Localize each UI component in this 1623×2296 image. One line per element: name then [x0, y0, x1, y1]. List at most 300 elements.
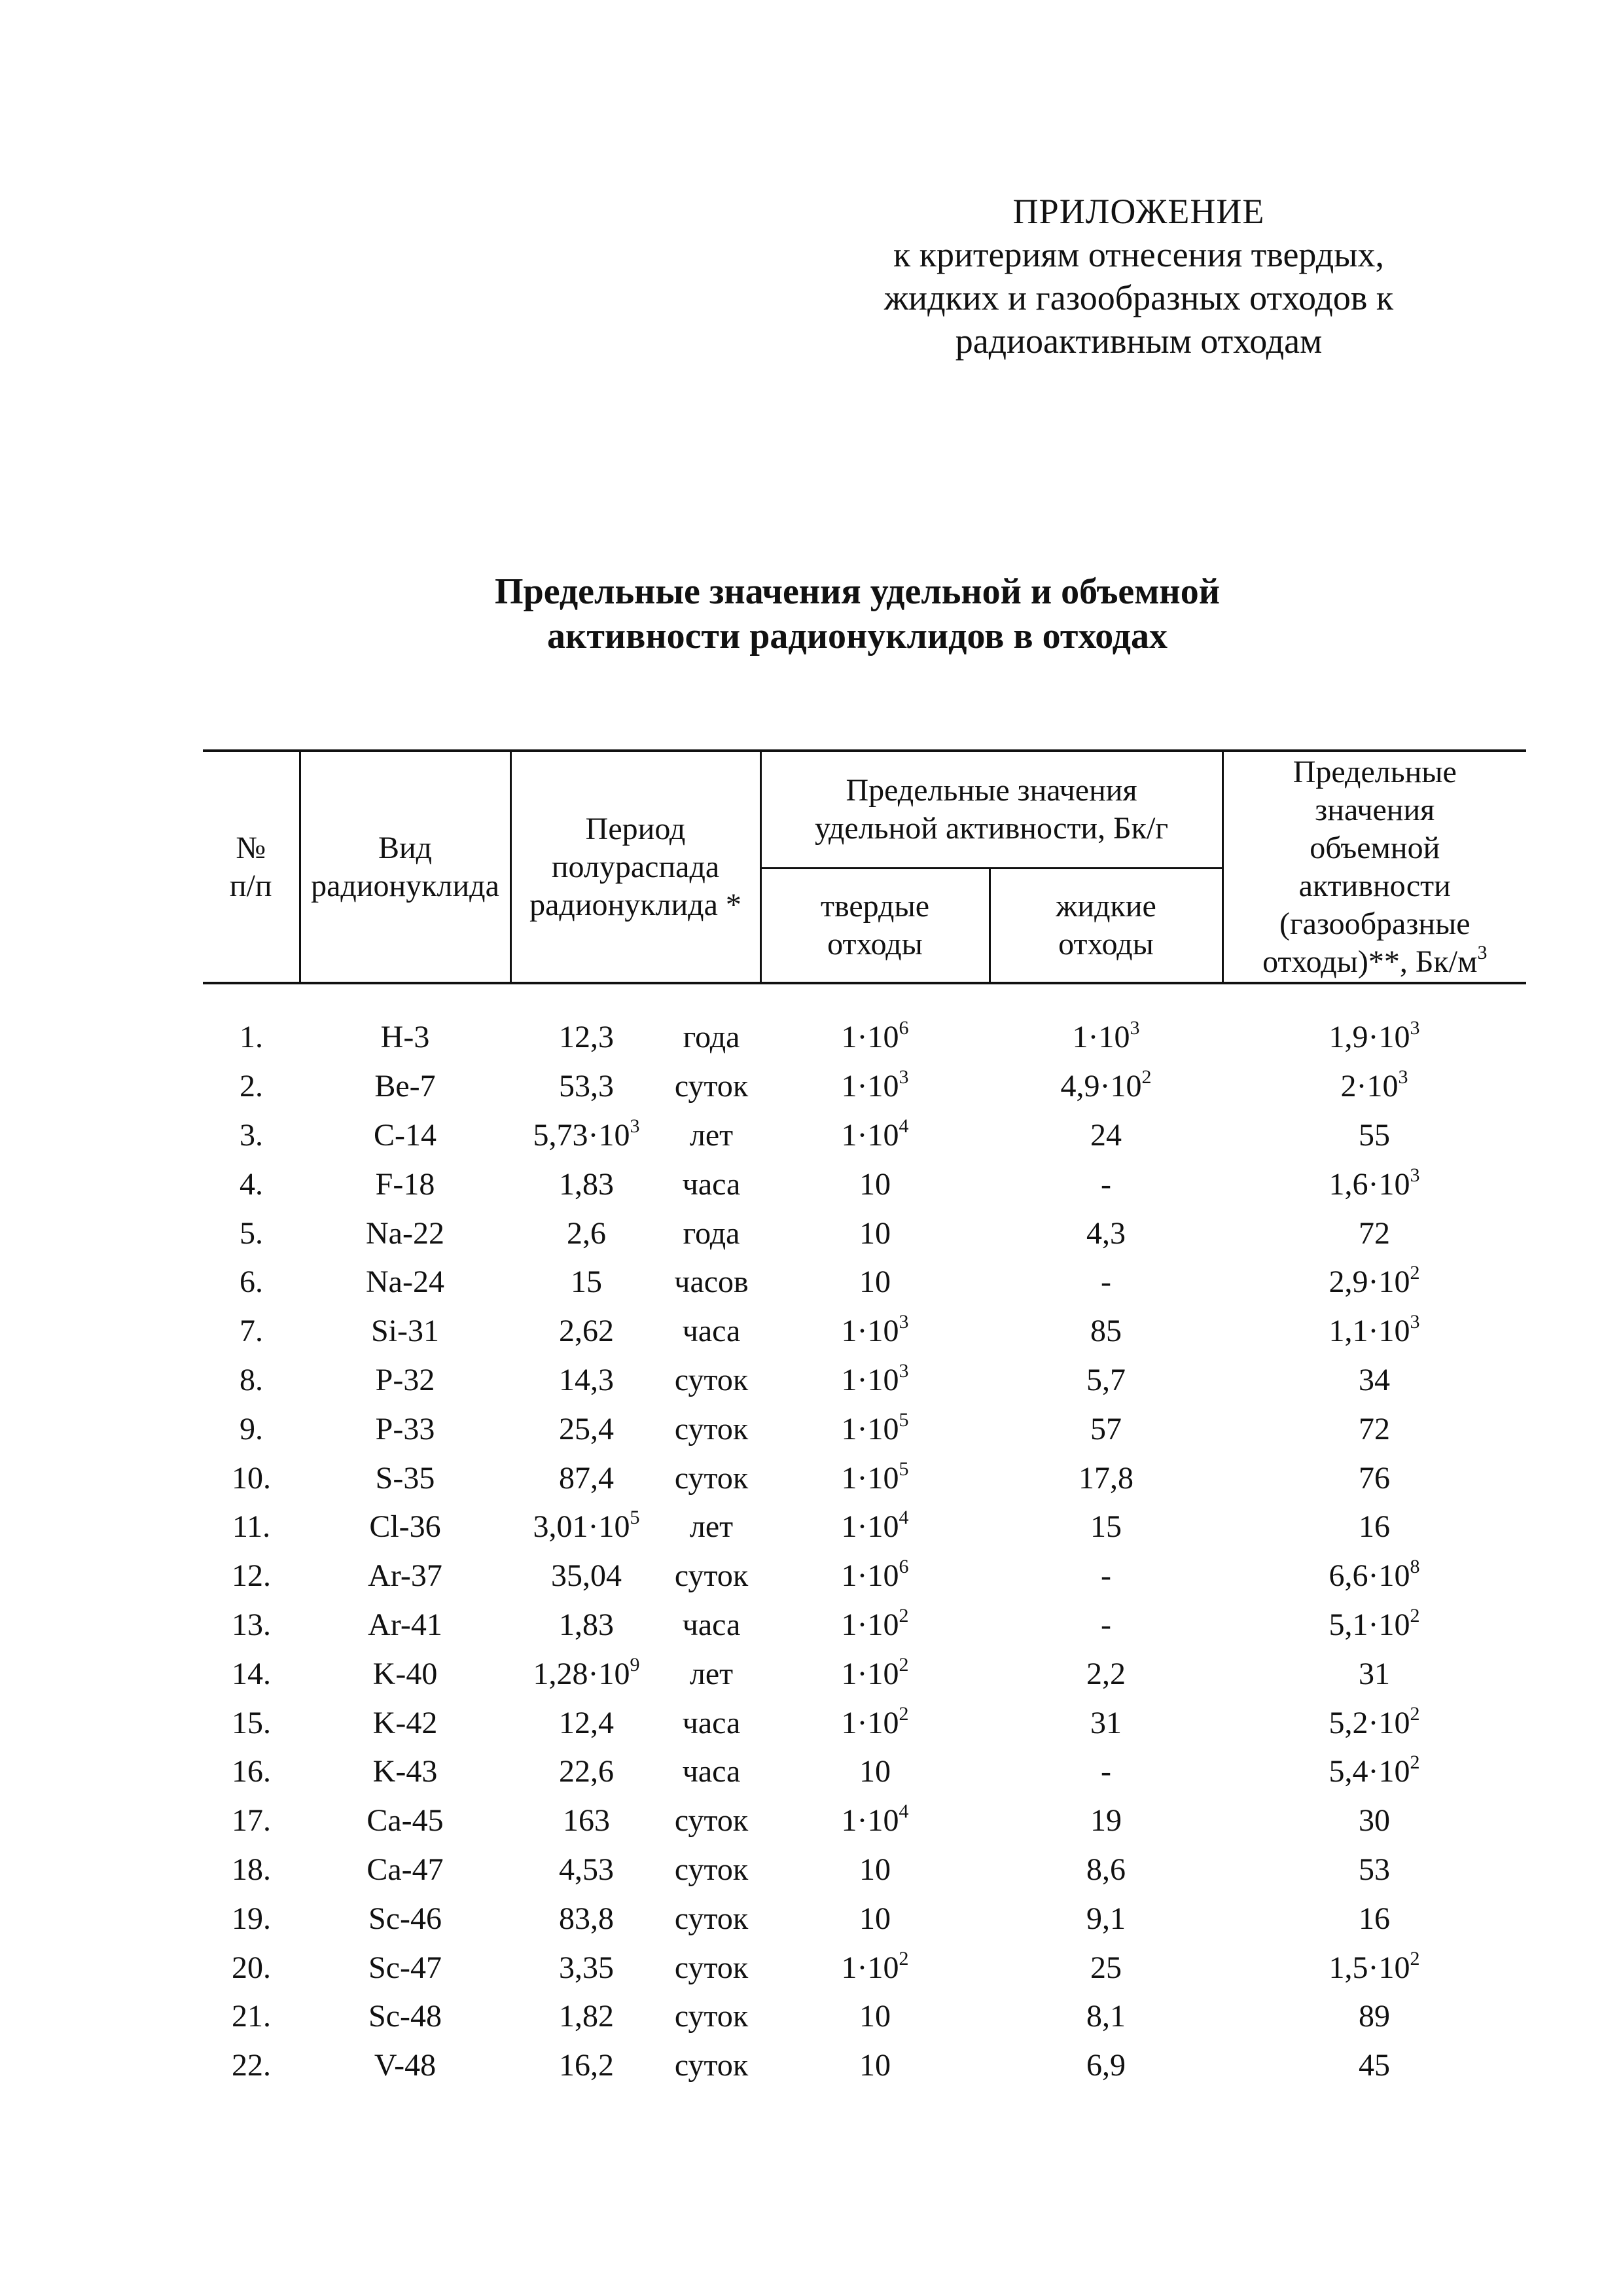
solid-waste-limit-exponent: 3 — [899, 1066, 909, 1088]
half-life-value — [510, 1258, 662, 1307]
gas-volume-limit — [1222, 1405, 1526, 1454]
solid-waste-limit — [760, 1894, 990, 1943]
radionuclide-name: Na-24 — [366, 1265, 444, 1300]
solid-waste-limit-mantissa: 1·10 — [841, 1705, 899, 1740]
solid-waste-limit-mantissa: 10 — [859, 1999, 891, 2034]
gas-volume-limit-mantissa: 72 — [1359, 1411, 1391, 1446]
solid-waste-limit-mantissa: 1·10 — [841, 1069, 899, 1104]
solid-waste-limit-exponent: 5 — [899, 1408, 909, 1431]
row-number: 9. — [240, 1411, 263, 1446]
half-life-unit: часа — [682, 1314, 741, 1349]
gas-volume-limit — [1222, 1846, 1526, 1895]
liquid-waste-limit — [990, 1405, 1222, 1454]
gas-volume-limit-mantissa: 6,6·10 — [1329, 1558, 1410, 1594]
half-life-value-mantissa: 16,2 — [559, 2048, 614, 2083]
row-number: 22. — [232, 2048, 271, 2083]
liquid-waste-limit — [990, 1698, 1222, 1748]
row-number: 15. — [232, 1705, 271, 1740]
solid-waste-limit-exponent: 4 — [899, 1115, 909, 1137]
header-volume-unit-exponent: 3 — [1477, 941, 1488, 963]
header-half-life-line-3: радионуклида * — [529, 887, 741, 922]
table-row — [203, 1356, 1526, 1405]
half-life-unit: суток — [674, 1999, 749, 2034]
liquid-waste-limit-mantissa: - — [1101, 1166, 1111, 1202]
liquid-waste-limit — [990, 1454, 1222, 1503]
liquid-waste-limit — [990, 1748, 1222, 1797]
row-number: 11. — [232, 1509, 271, 1545]
half-life-unit: суток — [674, 2048, 749, 2083]
gas-volume-limit — [1222, 1209, 1526, 1258]
header-liquid-waste-line-2: отходы — [1058, 927, 1154, 961]
solid-waste-limit-mantissa: 10 — [859, 1852, 891, 1887]
radionuclide-name: Si-31 — [370, 1314, 439, 1349]
liquid-waste-limit-mantissa: 15 — [1090, 1509, 1122, 1545]
gas-volume-limit-mantissa: 55 — [1359, 1117, 1391, 1153]
liquid-waste-limit — [990, 1601, 1222, 1650]
liquid-waste-limit-mantissa: 8,1 — [1086, 1999, 1126, 2034]
table-row — [203, 1013, 1526, 1062]
solid-waste-limit-exponent: 4 — [899, 1801, 909, 1823]
solid-waste-limit-exponent: 2 — [899, 1604, 909, 1626]
table-row — [203, 1748, 1526, 1797]
liquid-waste-limit — [990, 1943, 1222, 1992]
header-half-life-line-1: Период — [585, 811, 686, 846]
liquid-waste-limit — [990, 1209, 1222, 1258]
radionuclide-name: K-43 — [372, 1754, 438, 1789]
table-row — [203, 1846, 1526, 1895]
liquid-waste-limit — [990, 1160, 1222, 1209]
half-life-value-mantissa: 1,83 — [559, 1607, 614, 1642]
half-life-value-mantissa: 163 — [563, 1803, 610, 1839]
gas-volume-limit-exponent: 3 — [1410, 1017, 1420, 1039]
liquid-waste-limit — [990, 1552, 1222, 1601]
half-life-value — [510, 1601, 662, 1650]
gas-volume-limit — [1222, 1698, 1526, 1748]
header-volume-activity-line-5: (газообразные — [1279, 906, 1471, 941]
gas-volume-limit — [1222, 1552, 1526, 1601]
liquid-waste-limit — [990, 1062, 1222, 1111]
appendix-title: ПРИЛОЖЕНИЕ — [1012, 192, 1265, 231]
radionuclide-name: K-40 — [372, 1656, 438, 1691]
liquid-waste-limit-mantissa: 5,7 — [1086, 1362, 1126, 1397]
row-number: 8. — [240, 1362, 263, 1397]
table-row — [203, 1209, 1526, 1258]
liquid-waste-limit-mantissa: 4,9·10 — [1060, 1069, 1142, 1104]
row-number: 6. — [240, 1265, 263, 1300]
gas-volume-limit-mantissa: 89 — [1359, 1999, 1391, 2034]
row-number: 2. — [240, 1069, 263, 1104]
radionuclide-name: Ca-45 — [366, 1803, 444, 1839]
half-life-unit: лет — [689, 1509, 734, 1545]
row-number: 16. — [232, 1754, 271, 1789]
gas-volume-limit-mantissa: 1,5·10 — [1329, 1950, 1410, 1985]
liquid-waste-limit-mantissa: 25 — [1090, 1950, 1122, 1985]
liquid-waste-limit — [990, 1846, 1222, 1895]
gas-volume-limit — [1222, 1062, 1526, 1111]
liquid-waste-limit-mantissa: - — [1101, 1607, 1111, 1642]
radionuclide-name: Sc-48 — [368, 1999, 442, 2034]
header-radionuclide-line-2: радионуклида — [311, 868, 499, 903]
gas-volume-limit-mantissa: 34 — [1359, 1362, 1391, 1397]
liquid-waste-limit-mantissa: - — [1101, 1265, 1111, 1300]
half-life-value-mantissa: 2,6 — [567, 1215, 606, 1251]
header-volume-activity — [1222, 751, 1526, 983]
half-life-value-mantissa: 1,82 — [559, 1999, 614, 2034]
solid-waste-limit-mantissa: 10 — [859, 1901, 891, 1936]
solid-waste-limit-mantissa: 10 — [859, 1215, 891, 1251]
table-row — [203, 1503, 1526, 1552]
gas-volume-limit-exponent: 2 — [1410, 1751, 1420, 1774]
liquid-waste-limit-mantissa: 17,8 — [1079, 1460, 1134, 1496]
gas-volume-limit-exponent: 2 — [1410, 1702, 1420, 1725]
liquid-waste-limit-exponent: 2 — [1141, 1066, 1152, 1088]
gas-volume-limit-exponent: 2 — [1410, 1604, 1420, 1626]
liquid-waste-limit — [990, 1503, 1222, 1552]
liquid-waste-limit — [990, 1356, 1222, 1405]
table-row — [203, 1552, 1526, 1601]
radionuclide-name: Be-7 — [374, 1069, 436, 1104]
solid-waste-limit-mantissa: 10 — [859, 1754, 891, 1789]
half-life-value-mantissa: 12,3 — [559, 1020, 614, 1055]
gas-volume-limit-mantissa: 5,1·10 — [1329, 1607, 1410, 1642]
solid-waste-limit-mantissa: 1·10 — [841, 1509, 899, 1545]
row-number: 7. — [240, 1314, 263, 1349]
solid-waste-limit-exponent: 4 — [899, 1507, 909, 1529]
table-row — [203, 1454, 1526, 1503]
liquid-waste-limit — [990, 1649, 1222, 1698]
gas-volume-limit — [1222, 1992, 1526, 2041]
gas-volume-limit-exponent: 3 — [1398, 1066, 1408, 1088]
half-life-unit: лет — [689, 1117, 734, 1153]
half-life-value-mantissa: 15 — [571, 1265, 602, 1300]
half-life-value-exponent: 9 — [630, 1653, 640, 1676]
row-number: 18. — [232, 1852, 271, 1887]
radionuclide-name: S-35 — [375, 1460, 435, 1496]
half-life-value — [510, 1307, 662, 1356]
solid-waste-limit — [760, 1748, 990, 1797]
solid-waste-limit-exponent: 5 — [899, 1458, 909, 1480]
liquid-waste-limit-mantissa: 24 — [1090, 1117, 1122, 1153]
row-number: 20. — [232, 1950, 271, 1985]
half-life-unit: суток — [674, 1852, 749, 1887]
liquid-waste-limit — [990, 1258, 1222, 1307]
gas-volume-limit-mantissa: 72 — [1359, 1215, 1391, 1251]
half-life-unit: часа — [682, 1607, 741, 1642]
half-life-value-mantissa: 2,62 — [559, 1314, 614, 1349]
solid-waste-limit-exponent: 2 — [899, 1947, 909, 1969]
liquid-waste-limit-mantissa: 4,3 — [1086, 1215, 1126, 1251]
row-number: 3. — [240, 1117, 263, 1153]
header-row-number — [203, 751, 300, 983]
half-life-value — [510, 1062, 662, 1111]
solid-waste-limit — [760, 1356, 990, 1405]
solid-waste-limit-mantissa: 1·10 — [841, 1803, 899, 1839]
solid-waste-limit — [760, 2041, 990, 2090]
solid-waste-limit — [760, 1943, 990, 1992]
table-row — [203, 1111, 1526, 1160]
header-volume-activity-line-4: активности — [1298, 868, 1451, 903]
half-life-unit: суток — [674, 1460, 749, 1496]
header-row-number-line-1: № — [236, 830, 266, 865]
radionuclide-name: P-33 — [375, 1411, 435, 1446]
solid-waste-limit-exponent: 6 — [899, 1556, 909, 1578]
header-volume-activity-line-2: значения — [1315, 792, 1435, 827]
table-header — [203, 751, 1526, 983]
half-life-value — [510, 2041, 662, 2090]
solid-waste-limit — [760, 1649, 990, 1698]
half-life-unit: года — [683, 1215, 740, 1251]
appendix-line-3: радиоактивным отходам — [955, 321, 1323, 361]
table-row — [203, 1992, 1526, 2041]
table-row — [203, 1649, 1526, 1698]
liquid-waste-limit-mantissa: - — [1101, 1558, 1111, 1594]
solid-waste-limit-mantissa: 1·10 — [841, 1411, 899, 1446]
radionuclide-name: Ca-47 — [366, 1852, 444, 1887]
solid-waste-limit — [760, 1013, 990, 1062]
table-row — [203, 1062, 1526, 1111]
half-life-value — [510, 1503, 662, 1552]
half-life-value-mantissa: 5,73·10 — [533, 1117, 630, 1153]
liquid-waste-limit-mantissa: 57 — [1090, 1411, 1122, 1446]
solid-waste-limit-exponent: 6 — [899, 1017, 909, 1039]
header-row-number-line-2: п/п — [229, 868, 272, 903]
radionuclide-name: Na-22 — [366, 1215, 444, 1251]
table-row — [203, 1943, 1526, 1992]
gas-volume-limit — [1222, 1601, 1526, 1650]
liquid-waste-limit — [990, 1797, 1222, 1846]
gas-volume-limit — [1222, 1894, 1526, 1943]
gas-volume-limit — [1222, 1160, 1526, 1209]
gas-volume-limit — [1222, 1454, 1526, 1503]
radionuclide-name: Ar-37 — [368, 1558, 442, 1594]
solid-waste-limit — [760, 1111, 990, 1160]
solid-waste-limit — [760, 1503, 990, 1552]
liquid-waste-limit — [990, 1013, 1222, 1062]
liquid-waste-limit — [990, 1992, 1222, 2041]
solid-waste-limit-mantissa: 1·10 — [841, 1362, 899, 1397]
half-life-value — [510, 1209, 662, 1258]
header-volume-unit: отходы)**, Бк/м — [1262, 944, 1478, 979]
solid-waste-limit — [760, 1601, 990, 1650]
half-life-value — [510, 1797, 662, 1846]
liquid-waste-limit — [990, 2041, 1222, 2090]
row-number: 17. — [232, 1803, 271, 1839]
half-life-value — [510, 1013, 662, 1062]
half-life-value — [510, 1111, 662, 1160]
solid-waste-limit-exponent: 3 — [899, 1359, 909, 1382]
appendix-line-2: жидких и газообразных отходов к — [883, 278, 1394, 317]
radionuclide-name: P-32 — [375, 1362, 435, 1397]
gas-volume-limit-mantissa: 76 — [1359, 1460, 1391, 1496]
row-number: 1. — [240, 1020, 263, 1055]
solid-waste-limit-mantissa: 1·10 — [841, 1020, 899, 1055]
liquid-waste-limit-mantissa: 2,2 — [1086, 1656, 1126, 1691]
header-liquid-waste — [990, 869, 1222, 984]
liquid-waste-limit-mantissa: 19 — [1090, 1803, 1122, 1839]
solid-waste-limit-mantissa: 1·10 — [841, 1314, 899, 1349]
half-life-unit: часа — [682, 1166, 741, 1202]
header-radionuclide — [300, 751, 510, 983]
solid-waste-limit — [760, 1552, 990, 1601]
radionuclide-name: Cl-36 — [369, 1509, 441, 1545]
table-row — [203, 1698, 1526, 1748]
gas-volume-limit-mantissa: 1,9·10 — [1329, 1020, 1410, 1055]
solid-waste-limit-mantissa: 1·10 — [841, 1117, 899, 1153]
solid-waste-limit — [760, 1307, 990, 1356]
header-radionuclide-line-1: Вид — [378, 830, 433, 865]
solid-waste-limit-mantissa: 1·10 — [841, 1460, 899, 1496]
solid-waste-limit-exponent: 3 — [899, 1311, 909, 1333]
half-life-value-mantissa: 83,8 — [559, 1901, 614, 1936]
solid-waste-limit — [760, 1160, 990, 1209]
gas-volume-limit-mantissa: 2·10 — [1340, 1069, 1399, 1104]
gas-volume-limit — [1222, 1307, 1526, 1356]
row-number: 4. — [240, 1166, 263, 1202]
gas-volume-limit-exponent: 8 — [1410, 1556, 1420, 1578]
table-row — [203, 1405, 1526, 1454]
solid-waste-limit — [760, 1846, 990, 1895]
document-title-line-2: активности радионуклидов в отходах — [547, 616, 1168, 656]
appendix-block — [785, 190, 1492, 363]
appendix-line-1: к критериям отнесения твердых, — [893, 235, 1384, 274]
half-life-value-mantissa: 1,28·10 — [533, 1656, 630, 1691]
solid-waste-limit — [760, 1698, 990, 1748]
half-life-value-mantissa: 35,04 — [551, 1558, 622, 1594]
liquid-waste-limit-mantissa: 1·10 — [1072, 1020, 1130, 1055]
gas-volume-limit-mantissa: 45 — [1359, 2048, 1391, 2083]
table-row — [203, 1601, 1526, 1650]
half-life-unit: часа — [682, 1754, 741, 1789]
liquid-waste-limit — [990, 1307, 1222, 1356]
gas-volume-limit — [1222, 1258, 1526, 1307]
half-life-value — [510, 1649, 662, 1698]
half-life-value-mantissa: 3,35 — [559, 1950, 614, 1985]
half-life-unit: лет — [689, 1656, 734, 1691]
solid-waste-limit — [760, 1992, 990, 2041]
gas-volume-limit — [1222, 1649, 1526, 1698]
solid-waste-limit — [760, 1454, 990, 1503]
gas-volume-limit-exponent: 2 — [1410, 1262, 1420, 1284]
radionuclide-name: K-42 — [372, 1705, 438, 1740]
liquid-waste-limit-mantissa: 8,6 — [1086, 1852, 1126, 1887]
row-number: 12. — [232, 1558, 271, 1594]
radionuclide-name: H-3 — [380, 1020, 430, 1055]
half-life-value-mantissa: 12,4 — [559, 1705, 614, 1740]
radionuclide-name: F-18 — [375, 1166, 435, 1202]
gas-volume-limit-mantissa: 1,1·10 — [1329, 1314, 1410, 1349]
document-title — [366, 569, 1348, 658]
gas-volume-limit — [1222, 2041, 1526, 2090]
radionuclide-limits-table — [203, 749, 1526, 2090]
half-life-value-mantissa: 87,4 — [559, 1460, 614, 1496]
half-life-value — [510, 1405, 662, 1454]
gas-volume-limit-mantissa: 5,4·10 — [1329, 1754, 1410, 1789]
gas-volume-limit-mantissa: 30 — [1359, 1803, 1391, 1839]
table-row — [203, 1797, 1526, 1846]
half-life-value — [510, 1894, 662, 1943]
half-life-value — [510, 1160, 662, 1209]
half-life-value — [510, 1698, 662, 1748]
header-specific-activity — [760, 751, 1222, 869]
half-life-value-mantissa: 1,83 — [559, 1166, 614, 1202]
table-row — [203, 1894, 1526, 1943]
solid-waste-limit-mantissa: 1·10 — [841, 1950, 899, 1985]
header-specific-activity-line-1: Предельные значения — [846, 773, 1137, 808]
half-life-unit: суток — [674, 1950, 749, 1985]
solid-waste-limit — [760, 1062, 990, 1111]
row-number: 14. — [232, 1656, 271, 1691]
header-volume-activity-line-1: Предельные — [1293, 754, 1457, 789]
half-life-value-mantissa: 53,3 — [559, 1069, 614, 1104]
table-row — [203, 2041, 1526, 2090]
half-life-unit: суток — [674, 1803, 749, 1839]
solid-waste-limit-mantissa: 10 — [859, 2048, 891, 2083]
solid-waste-limit-mantissa: 1·10 — [841, 1607, 899, 1642]
solid-waste-limit — [760, 1209, 990, 1258]
liquid-waste-limit-mantissa: - — [1101, 1754, 1111, 1789]
row-number: 13. — [232, 1607, 271, 1642]
radionuclide-name: Ar-41 — [368, 1607, 442, 1642]
half-life-unit: суток — [674, 1069, 749, 1104]
solid-waste-limit-exponent: 2 — [899, 1653, 909, 1676]
half-life-unit: суток — [674, 1558, 749, 1594]
solid-waste-limit — [760, 1405, 990, 1454]
half-life-value-exponent: 3 — [630, 1115, 640, 1137]
gas-volume-limit — [1222, 1943, 1526, 1992]
liquid-waste-limit-mantissa: 85 — [1090, 1314, 1122, 1349]
half-life-value — [510, 1846, 662, 1895]
table-row — [203, 1160, 1526, 1209]
radionuclide-name: C-14 — [374, 1117, 437, 1153]
gas-volume-limit — [1222, 1356, 1526, 1405]
liquid-waste-limit — [990, 1111, 1222, 1160]
solid-waste-limit-mantissa: 1·10 — [841, 1656, 899, 1691]
table-body — [203, 983, 1526, 2090]
gas-volume-limit-mantissa: 16 — [1359, 1901, 1391, 1936]
document-title-line-1: Предельные значения удельной и объемной — [495, 571, 1220, 612]
gas-volume-limit-mantissa: 53 — [1359, 1852, 1391, 1887]
liquid-waste-limit — [990, 1894, 1222, 1943]
liquid-waste-limit-mantissa: 6,9 — [1086, 2048, 1126, 2083]
half-life-value — [510, 1552, 662, 1601]
solid-waste-limit — [760, 1797, 990, 1846]
solid-waste-limit — [760, 1258, 990, 1307]
radionuclide-name: V-48 — [374, 2048, 437, 2083]
gas-volume-limit-exponent: 3 — [1410, 1311, 1420, 1333]
row-number: 21. — [232, 1999, 271, 2034]
solid-waste-limit-mantissa: 10 — [859, 1166, 891, 1202]
header-solid-waste-line-2: отходы — [827, 927, 923, 961]
half-life-unit: суток — [674, 1362, 749, 1397]
row-number: 10. — [232, 1460, 271, 1496]
half-life-value — [510, 1943, 662, 1992]
solid-waste-limit-mantissa: 10 — [859, 1265, 891, 1300]
half-life-value — [510, 1356, 662, 1405]
half-life-unit: года — [683, 1020, 740, 1055]
header-volume-activity-line-3: объемной — [1310, 830, 1440, 865]
half-life-unit: часа — [682, 1705, 741, 1740]
half-life-value — [510, 1454, 662, 1503]
header-volume-activity-line-6 — [1226, 943, 1524, 981]
gas-volume-limit — [1222, 1748, 1526, 1797]
half-life-value-mantissa: 3,01·10 — [533, 1509, 630, 1545]
gas-volume-limit-mantissa: 5,2·10 — [1329, 1705, 1410, 1740]
gas-volume-limit — [1222, 1503, 1526, 1552]
row-number: 19. — [232, 1901, 271, 1936]
gas-volume-limit — [1222, 1797, 1526, 1846]
header-half-life-line-2: полураспада — [551, 849, 720, 884]
half-life-value-mantissa: 14,3 — [559, 1362, 614, 1397]
